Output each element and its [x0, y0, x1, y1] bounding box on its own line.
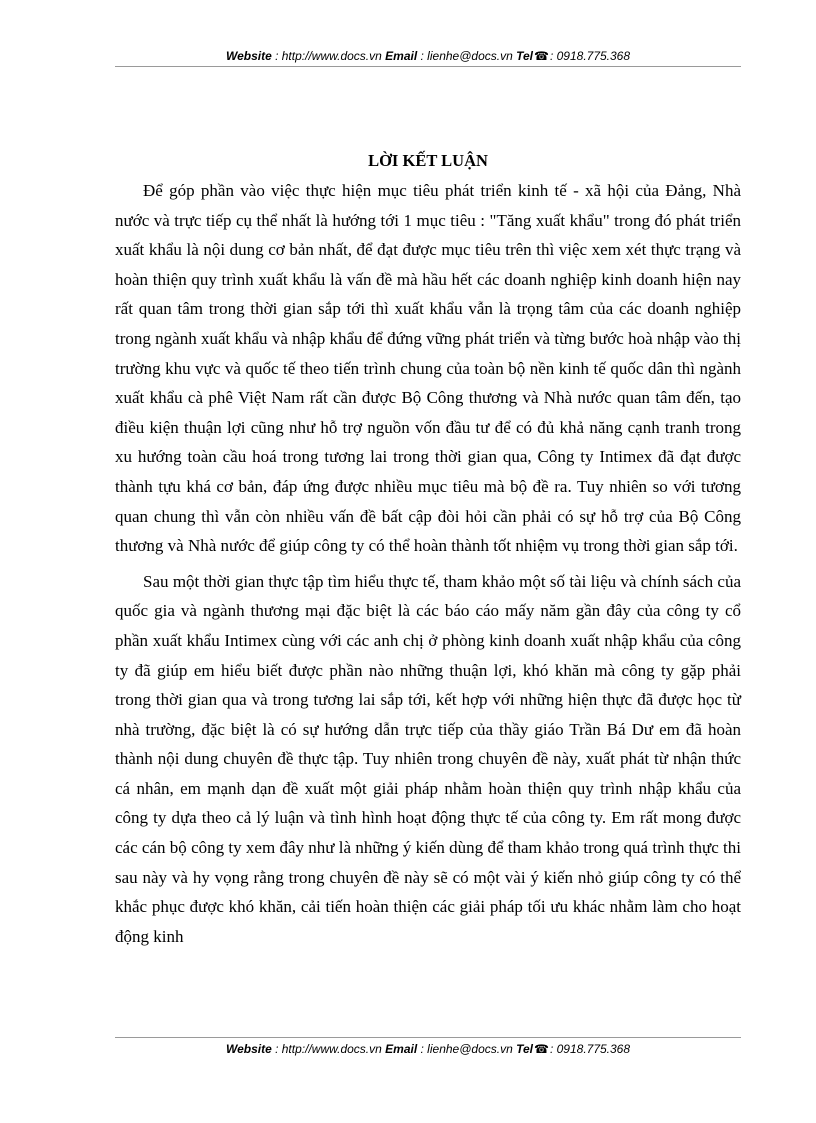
tel-label: Tel — [516, 49, 533, 63]
paragraph: Sau một thời gian thực tập tìm hiểu thực tế, tham khảo một số tài liệu và chính sách của quốc gia và ngành thương mại đặc biệt là các báo cáo mấy năm gần đây của công ty cổ phần xuất khẩu Intimex cùng với các anh chị ở phòng kinh doanh xuất nhập khẩu của công ty đã giúp em hiểu biết được phần nào những thuận lợi, khó khăn mà công ty gặp phải trong thời gian qua và trong tương lai sắp tới, kết hợp với những hiện thực đã được học từ nhà trường, đặc biệt là có sự hướng dẫn trực tiếp của thầy giáo Trần Bá Dư em đã hoàn thành nội dung chuyên đề thực tập. Tuy nhiên trong chuyên đề này, xuất phát từ nhận thức cá nhân, em mạnh dạn đề xuất một giải pháp nhằm hoàn thiện quy trình nhập khẩu của công ty dựa theo cả lý luận và tình hình hoạt động thực tế của công ty. Em rất mong được các cán bộ công ty xem đây như là những ý kiến dùng để tham khảo trong quá trình thực thi sau này và hy vọng rằng trong chuyên đề này sẽ có một vài ý kiến nhỏ giúp công ty có thể khắc phục được khó khăn, cải tiến hoàn thiện các giải pháp tối ưu khác nhằm làm cho hoạt động kinh — [115, 571, 741, 946]
website-url[interactable]: : http://www.docs.vn — [275, 49, 382, 63]
page-footer — [115, 1037, 741, 1057]
website-label: Website — [225, 49, 272, 63]
paragraph: Để góp phần vào việc thực hiện mục tiêu phát triển kinh tế - xã hội của Đảng, Nhà nước và trực tiếp cụ thể nhất là hướng tới 1 mục tiêu : "Tăng xuất khẩu" trong đó phát triển xuất khẩu là nội dung cơ bản nhất, để đạt được mục tiêu trên thì việc xem xét thực trạng và hoàn thiện quy trình xuất khẩu là vấn đề mà hầu hết các doanh nghiệp kinh doanh hiện nay rất quan tâm trong thời gian sắp tới thì xuất khẩu vẫn là trọng tâm của các doanh nghiệp trong ngành xuất khẩu và nhập khẩu để đứng vững phát triển và từng bước hoà nhập vào thị trường khu vực và quốc tế theo tiến trình chung của toàn bộ nền kinh tế quốc dân thì ngành xuất khẩu cà phê Việt Nam rất cần được Bộ Công thương và Nhà nước quan tâm đến, tạo điều kiện thuận lợi cũng như hỗ trợ nguồn vốn đầu tư để có đủ khả năng cạnh tranh trong xu hướng toàn cầu hoá trong tương lai trong thời gian qua, Công ty Intimex đã đạt được thành tựu khá cơ bản, đáp ứng được nhiều mục tiêu mà bộ đề ra. Tuy nhiên so với tương quan chung thì vẫn còn nhiều vấn đề bất cập đòi hỏi cần phải có sự hỗ trợ của Bộ Công thương và Nhà nước để giúp công ty có thể hoàn thành tốt nhiệm vụ trong thời gian sắp tới. — [115, 181, 741, 556]
telephone-icon: ☎ — [534, 1042, 549, 1056]
page-header — [115, 48, 741, 67]
document-body — [115, 146, 741, 951]
tel-label: Tel — [516, 1042, 533, 1056]
document-title: LỜI KẾT LUẬN — [368, 151, 488, 170]
email-label: Email — [385, 1042, 418, 1056]
website-url[interactable]: : http://www.docs.vn — [275, 1042, 382, 1056]
email-address[interactable]: : lienhe@docs.vn — [420, 49, 513, 63]
website-label: Website — [225, 1042, 272, 1056]
email-address[interactable]: : lienhe@docs.vn — [420, 1042, 513, 1056]
telephone-icon: ☎ — [534, 49, 549, 63]
tel-number: : 0918.775.368 — [549, 1042, 631, 1056]
email-label: Email — [385, 49, 418, 63]
tel-number: : 0918.775.368 — [549, 49, 631, 63]
